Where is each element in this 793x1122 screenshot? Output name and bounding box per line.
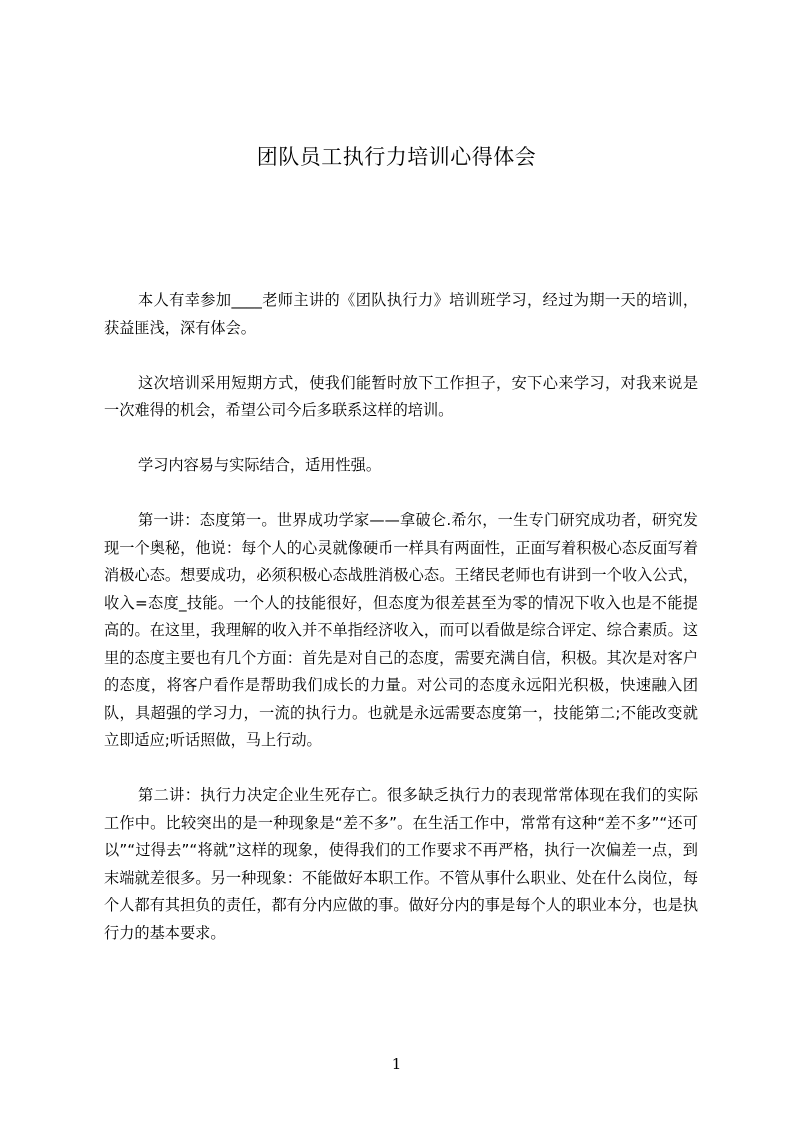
page-number: 1	[391, 1055, 402, 1073]
paragraph-training-format: 这次培训采用短期方式，使我们能暂时放下工作担子，安下心来学习，对我来说是一次难得的机会，希望公司今后多联系这样的培训。	[104, 373, 698, 419]
paragraph-practicality: 学习内容易与实际结合，适用性强。	[138, 456, 381, 474]
paragraph-lecture-two: 第二讲：执行力决定企业生死存亡。很多缺乏执行力的表现常常体现在我们的实际工作中。比较突出的是一种现象是“差不多”。在生活工作中，常常有这种“差不多”“还可以”“过得去”“将就”这样的现象，使得我们的工作要求不再严格，执行一次偏差一点，到末端就差很多。另一种现象：不能做好本职工作。不管从事什么职业、处在什么岗位，每个人都有其担负的责任，都有分内应做的事。做好分内的事是每个人的职业本分，也是执行力的基本要求。	[104, 786, 698, 942]
document-title: 团队员工执行力培训心得体会	[256, 145, 537, 169]
paragraph-intro: 本人有幸参加____老师主讲的《团队执行力》培训班学习，经过为期一天的培训，获益匪浅，深有体会。	[104, 291, 698, 337]
paragraph-lecture-one: 第一讲：态度第一。世界成功学家——拿破仑.希尔，一生专门研究成功者，研究发现一个奥秘，他说：每个人的心灵就像硬币一样具有两面性，正面写着积极心态反面写着消极心态。想要成功，必须积极心态战胜消极心态。王绪民老师也有讲到一个收入公式，收入=态度_技能。一个人的技能很好，但态度为很差甚至为零的情况下收入也是不能提高的。在这里，我理解的收入并不单指经济收入，而可以看做是综合评定、综合素质。这里的态度主要也有几个方面：首先是对自己的态度，需要充满自信，积极。其次是对客户的态度，将客户看作是帮助我们成长的力量。对公司的态度永远阳光积极，快速融入团队，具超强的学习力，一流的执行力。也就是永远需要态度第一，技能第二;不能改变就立即适应;听话照做，马上行动。	[104, 511, 698, 749]
document-body	[104, 287, 698, 947]
